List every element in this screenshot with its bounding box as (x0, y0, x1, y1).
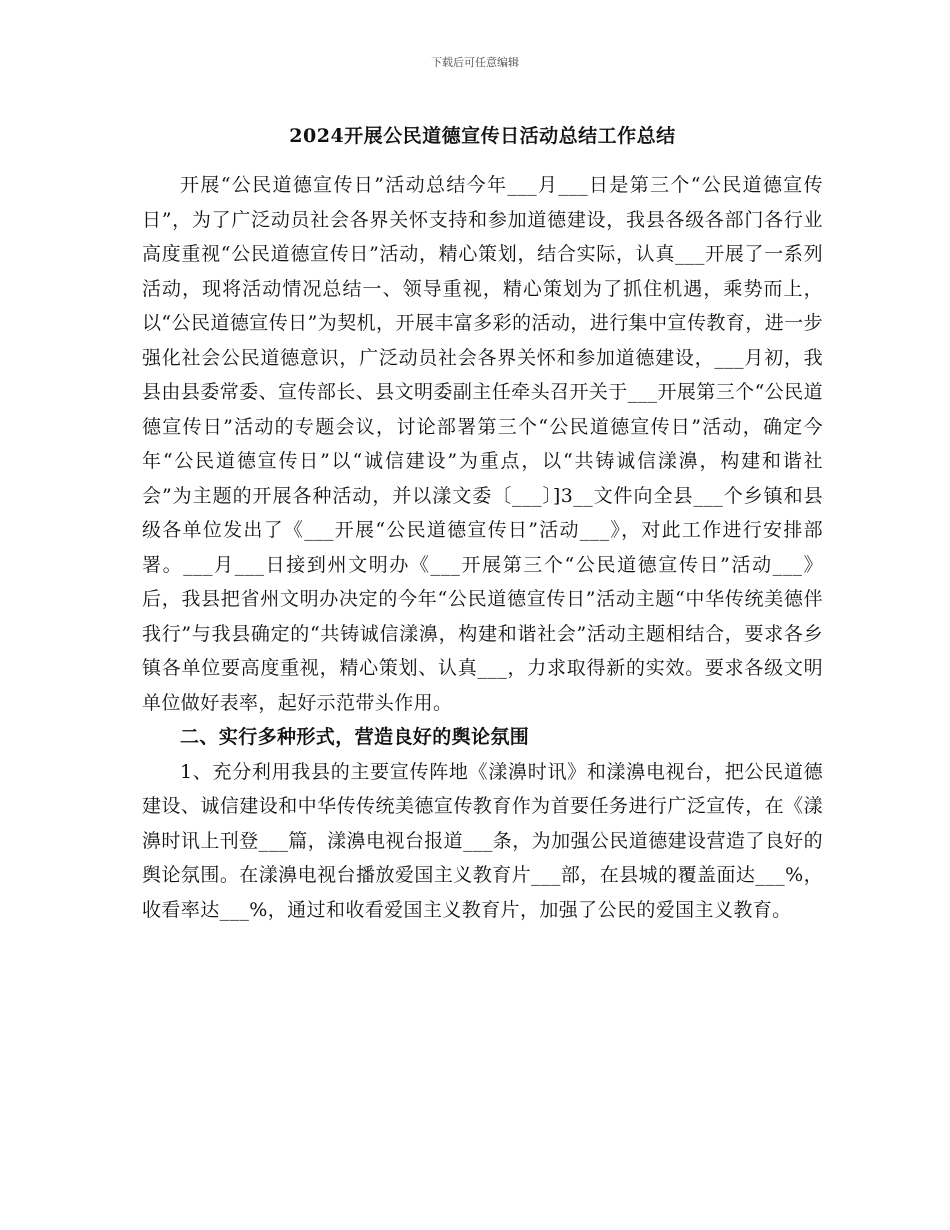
document-body (142, 122, 823, 927)
section-heading: 二、实行多种形式，营造良好的舆论氛围 (180, 726, 530, 748)
body-paragraph: 开展“公民道德宣传日”活动总结今年___月___日是第三个“公民道德宣传日”，为了广泛动员社会各界关怀支持和参加道德建设，我县各级各部门各行业高度重视“公民道德宣传日”活动，精心策划，结合实际，认真___开展了一系列活动，现将活动情况总结一、领导重视，精心策划为了抓住机遇，乘势而上，以“公民道德宣传日”为契机，开展丰富多彩的活动，进行集中宣传教育，进一步强化社会公民道德意识，广泛动员社会各界关怀和参加道德建设，___月初，我县由县委常委、宣传部长、县文明委副主任牵头召开关于___开展第三个“公民道德宣传日”活动的专题会议，讨论部署第三个“公民道德宣传日”活动，确定今年“公民道德宣传日”以“诚信建设”为重点，以“共铸诚信漾濞，构建和谐社会”为主题的开展各种活动，并以漾文委〔___〕]3__文件向全县___个乡镇和县级各单位发出了《___开展“公民道德宣传日”活动___》，对此工作进行安排部署。___月___日接到州文明办《___开展第三个“公民道德宣传日”活动___》后，我县把省州文明办决定的今年“公民道德宣传日”活动主题“中华传统美德伴我行”与我县确定的“共铸诚信漾濞，构建和谐社会”活动主题相结合，要求各乡镇各单位要高度重视，精心策划、认真___，力求取得新的实效。要求各级文明单位做好表率，起好示范带头作用。 (142, 174, 823, 714)
body-paragraph: 1、充分利用我县的主要宣传阵地《漾濞时讯》和漾濞电视台，把公民道德建设、诚信建设和中华传传统美德宣传教育作为首要任务进行广泛宣传，在《漾濞时讯上刊登___篇，漾濞电视台报道___条，为加强公民道德建设营造了良好的舆论氛围。在漾濞电视台播放爱国主义教育片___部，在县城的覆盖面达___%，收看率达___%，通过和收看爱国主义教育片，加强了公民的爱国主义教育。 (142, 760, 823, 921)
document-title: 2024开展公民道德宣传日活动总结工作总结 (289, 125, 676, 147)
header-note: 下载后可任意编辑 (431, 56, 519, 69)
